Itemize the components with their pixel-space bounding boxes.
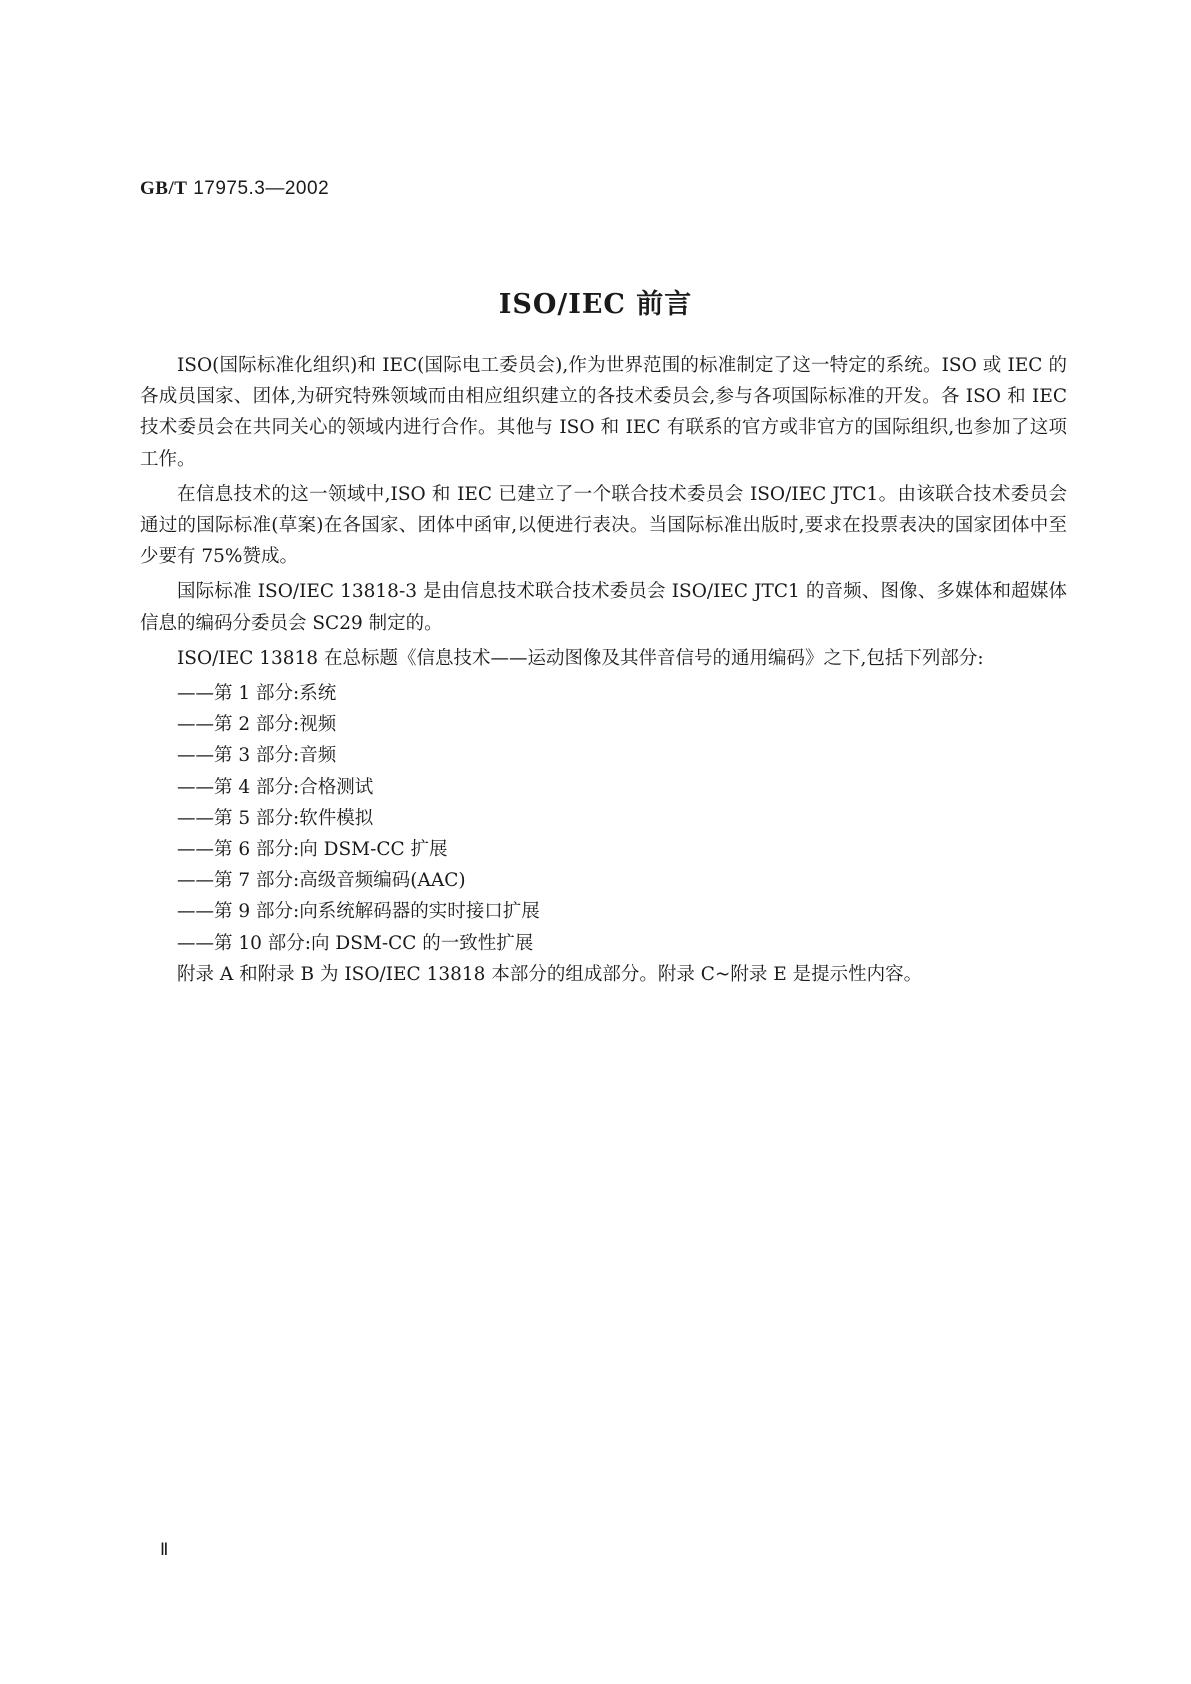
page-title: ISO/IEC 前言 — [498, 289, 693, 320]
list-item: ——第 4 部分:合格测试 — [177, 776, 374, 798]
list-item: ——第 3 部分:音频 — [177, 745, 337, 767]
parts-list — [177, 678, 1067, 959]
list-item: ——第 7 部分:高级音频编码(AAC) — [177, 870, 466, 892]
paragraph-sc29: 国际标准 ISO/IEC 13818-3 是由信息技术联合技术委员会 ISO/IEC JTC1 的音频、图像、多媒体和超媒体信息的编码分委员会 SC29 制定的。 — [140, 581, 1067, 634]
paragraph-intro: ISO(国际标准化组织)和 IEC(国际电工委员会),作为世界范围的标准制定了这一特定的系统。ISO 或 IEC 的各成员国家、团体,为研究特殊领域而由相应组织建立的各技术委员会,参与各项国际标准的开发。各 ISO 和 IEC 技术委员会在共同关心的领域内进行合作。其他与 ISO 和 IEC 有联系的官方或非官方的国际组织,也参加了这项工作。 — [140, 355, 1067, 470]
document-body — [140, 350, 1067, 994]
document-code — [140, 178, 329, 200]
list-item: ——第 6 部分:向 DSM-CC 扩展 — [177, 839, 448, 861]
list-item: ——第 5 部分:软件模拟 — [177, 807, 374, 829]
list-item: ——第 9 部分:向系统解码器的实时接口扩展 — [177, 901, 540, 923]
list-item: ——第 10 部分:向 DSM-CC 的一致性扩展 — [177, 932, 534, 954]
list-item: ——第 2 部分:视频 — [177, 714, 337, 736]
paragraph-parts-intro: ISO/IEC 13818 在总标题《信息技术——运动图像及其伴音信号的通用编码》之下,包括下列部分: — [177, 647, 984, 669]
page-number: Ⅱ — [160, 1540, 169, 1559]
paragraph-jtc1: 在信息技术的这一领域中,ISO 和 IEC 已建立了一个联合技术委员会 ISO/IEC JTC1。由该联合技术委员会通过的国际标准(草案)在各国家、团体中函审,以便进行表决。当国际标准出版时,要求在投票表决的国家团体中至少要有 75%赞成。 — [140, 483, 1067, 568]
paragraph-annex: 附录 A 和附录 B 为 ISO/IEC 13818 本部分的组成部分。附录 C~附录 E 是提示性内容。 — [177, 963, 923, 985]
list-item: ——第 1 部分:系统 — [177, 683, 337, 705]
document-code-number: 17975.3—2002 — [193, 178, 330, 199]
document-code-prefix: GB/T — [140, 178, 188, 199]
